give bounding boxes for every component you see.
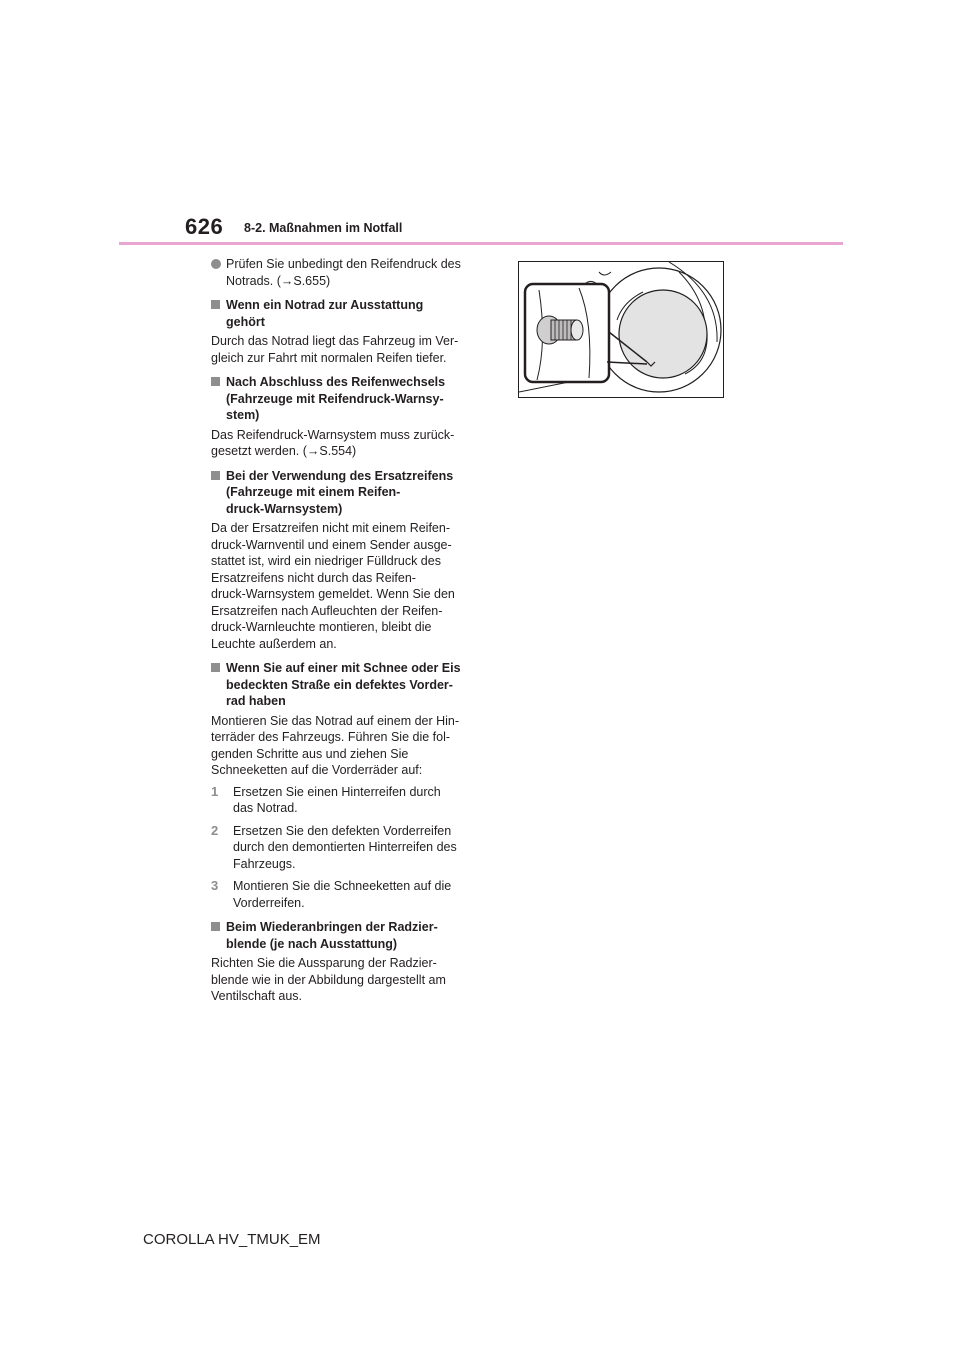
step-number: 1 [211, 783, 219, 799]
heading-line: druck-Warnsystem) [226, 501, 343, 516]
section-heading [211, 660, 473, 710]
section-notrad [211, 297, 473, 366]
heading-line: bedeckten Straße ein defektes Vorder- [226, 677, 453, 692]
section-radzierblende [211, 919, 473, 1005]
body-line: stattet ist, wird ein niedriger Fülldruck des [211, 554, 441, 568]
step-line: Vorderreifen. [233, 895, 305, 910]
body-line: blende wie in der Abbildung dargestellt am [211, 972, 446, 987]
heading-line: Wenn ein Notrad zur Ausstattung [226, 298, 424, 312]
step-line: Fahrzeugs. [233, 856, 296, 871]
heading-line: gehört [226, 314, 265, 329]
heading-line: (Fahrzeuge mit Reifendruck-Warnsy- [226, 391, 444, 406]
section-body [211, 427, 473, 460]
body-line: Ventilschaft aus. [211, 989, 303, 1003]
body-line: terräder des Fahrzeugs. Führen Sie die fol- [211, 730, 451, 744]
section-schnee [211, 660, 473, 911]
step-list [211, 784, 473, 912]
step-line: Montieren Sie die Schneeketten auf die [233, 879, 452, 893]
step-item [211, 784, 473, 817]
step-number: 3 [211, 878, 219, 893]
body-line: Ersatzreifens nicht durch das Reifen- [211, 570, 416, 585]
step-line: Ersetzen Sie einen Hinterreifen durch [233, 784, 441, 799]
body-line: Da der Ersatzreifen nicht mit einem Reifen- [211, 521, 450, 535]
body-line: gesetzt werden. (→S.554) [211, 444, 357, 458]
section-heading [211, 374, 473, 424]
wheel-valve-illustration [518, 261, 724, 398]
square-bullet-icon [211, 471, 220, 480]
body-line: Leuchte außerdem an. [211, 636, 337, 651]
body-line: Richten Sie die Aussparung der Radzier- [211, 956, 437, 970]
section-heading [211, 297, 473, 330]
body-line: genden Schritte aus und ziehen Sie [211, 746, 409, 761]
step-line: durch den demontierten Hinterreifen des [233, 840, 457, 854]
square-bullet-icon [211, 663, 220, 672]
heading-line: stem) [226, 408, 260, 422]
wheel-valve-drawing [519, 262, 723, 397]
bullet-line: Notrads. (→S.655) [226, 273, 331, 288]
footer-model-code: COROLLA HV_TMUK_EM [143, 1231, 321, 1248]
heading-line: blende (je nach Ausstattung) [226, 936, 398, 951]
bullet-item [211, 256, 473, 289]
body-line: Montieren Sie das Notrad auf einem der Hin- [211, 713, 460, 728]
bullet-line: Prüfen Sie unbedingt den Reifendruck des [226, 257, 461, 271]
body-line: Durch das Notrad liegt das Fahrzeug im Ver- [211, 334, 459, 348]
body-line: Das Reifendruck-Warnsystem muss zurück- [211, 427, 455, 442]
bullet-dot-icon [211, 259, 221, 269]
heading-line: (Fahrzeuge mit einem Reifen- [226, 485, 401, 499]
body-line: druck-Warnsystem gemeldet. Wenn Sie den [211, 587, 455, 601]
section-body [211, 333, 473, 366]
section-heading [211, 919, 473, 952]
page-number: 626 [185, 214, 224, 239]
section-ersatzreifen [211, 468, 473, 653]
step-line: Ersetzen Sie den defekten Vorderreifen [233, 823, 452, 838]
section-title: 8-2. Maßnahmen im Notfall [244, 221, 403, 235]
square-bullet-icon [211, 300, 220, 309]
step-item [211, 878, 473, 911]
body-line: druck-Warnleuchte montieren, bleibt die [211, 620, 432, 634]
body-line: druck-Warnventil und einem Sender ausge- [211, 537, 452, 552]
heading-line: Beim Wiederanbringen der Radzier- [226, 920, 438, 934]
step-number: 2 [211, 822, 219, 838]
body-line: Ersatzreifen nach Aufleuchten der Reifen- [211, 603, 443, 618]
heading-line: Wenn Sie auf einer mit Schnee oder Eis [226, 661, 461, 675]
step-line: das Notrad. [233, 801, 298, 815]
section-body [211, 955, 473, 1005]
section-reifenwechsel [211, 374, 473, 460]
section-body [211, 713, 473, 779]
section-heading [211, 468, 473, 518]
square-bullet-icon [211, 377, 220, 386]
square-bullet-icon [211, 922, 220, 931]
heading-line: rad haben [226, 694, 286, 708]
heading-line: Nach Abschluss des Reifenwechsels [226, 375, 446, 389]
main-text-column [211, 256, 473, 1013]
step-item [211, 823, 473, 873]
body-line: gleich zur Fahrt mit normalen Reifen tiefer. [211, 350, 447, 365]
section-body [211, 520, 473, 652]
body-line: Schneeketten auf die Vorderräder auf: [211, 763, 423, 777]
heading-line: Bei der Verwendung des Ersatzreifens [226, 468, 454, 483]
header-rule [119, 242, 843, 245]
